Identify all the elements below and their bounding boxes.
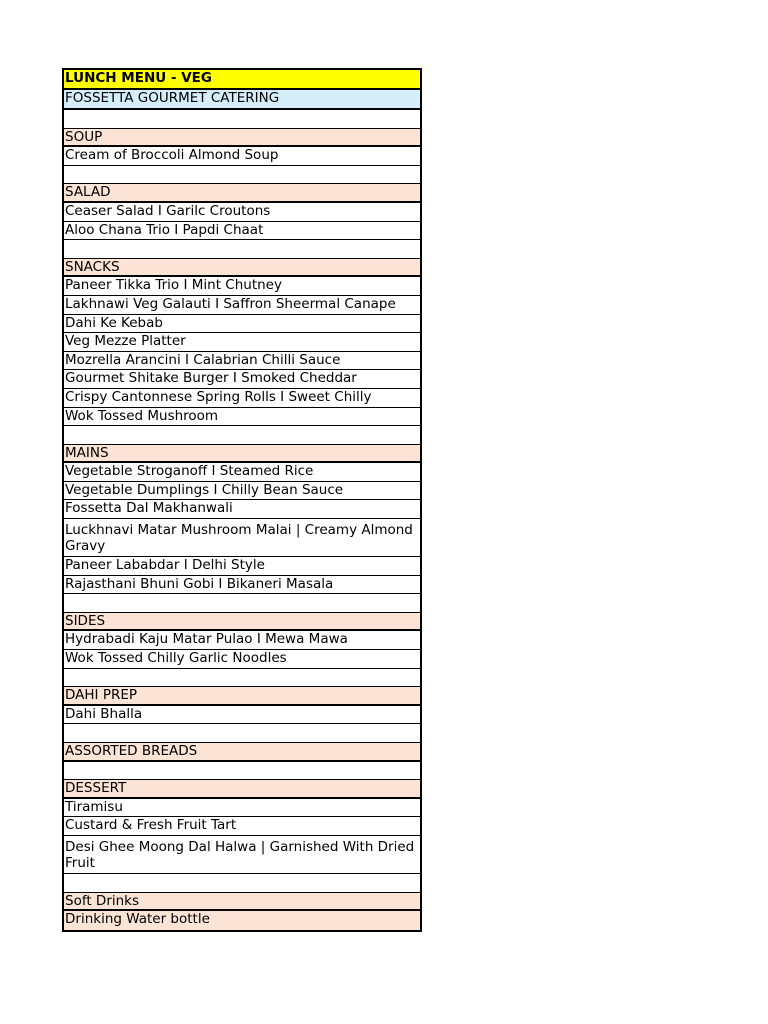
section-header: DESSERT — [64, 780, 420, 799]
menu-item: Custard & Fresh Fruit Tart — [64, 817, 420, 836]
section-header: SNACKS — [64, 259, 420, 278]
section-header: SOUP — [64, 129, 420, 148]
blank-row — [64, 594, 420, 613]
menu-item: Aloo Chana Trio I Papdi Chaat — [64, 222, 420, 241]
menu-item: Paneer Tikka Trio I Mint Chutney — [64, 277, 420, 296]
section-header: ASSORTED BREADS — [64, 743, 420, 762]
caterer-name: FOSSETTA GOURMET CATERING — [64, 90, 420, 110]
menu-item: Ceaser Salad I Garilc Croutons — [64, 203, 420, 222]
menu-item: Wok Tossed Chilly Garlic Noodles — [64, 650, 420, 669]
menu-item: Luckhnavi Matar Mushroom Malai | Creamy Almond Gravy — [64, 519, 420, 557]
menu-item: Gourmet Shitake Burger I Smoked Cheddar — [64, 370, 420, 389]
menu-item: Cream of Broccoli Almond Soup — [64, 147, 420, 166]
section-header: SIDES — [64, 613, 420, 632]
section-header: Soft Drinks — [64, 893, 420, 912]
menu-item: Hydrabadi Kaju Matar Pulao I Mewa Mawa — [64, 631, 420, 650]
section-header: DAHI PREP — [64, 687, 420, 706]
menu-item: Dahi Bhalla — [64, 706, 420, 725]
menu-item: Wok Tossed Mushroom — [64, 408, 420, 427]
blank-row — [64, 874, 420, 893]
blank-row — [64, 762, 420, 781]
section-header: MAINS — [64, 445, 420, 464]
menu-item: Tiramisu — [64, 799, 420, 818]
blank-row — [64, 669, 420, 688]
menu-item: Lakhnawi Veg Galauti I Saffron Sheermal Canape — [64, 296, 420, 315]
menu-item: Rajasthani Bhuni Gobi I Bikaneri Masala — [64, 576, 420, 595]
menu-item: Vegetable Dumplings I Chilly Bean Sauce — [64, 482, 420, 501]
menu-item: Veg Mezze Platter — [64, 333, 420, 352]
blank-row — [64, 724, 420, 743]
menu-table — [62, 68, 422, 932]
section-header: Drinking Water bottle — [64, 911, 420, 930]
menu-item: Fossetta Dal Makhanwali — [64, 500, 420, 519]
menu-title: LUNCH MENU - VEG — [64, 70, 420, 90]
menu-item: Vegetable Stroganoff I Steamed Rice — [64, 463, 420, 482]
blank-row — [64, 110, 420, 129]
blank-row — [64, 240, 420, 259]
menu-item: Mozrella Arancini I Calabrian Chilli Sauce — [64, 352, 420, 371]
menu-item: Crispy Cantonnese Spring Rolls I Sweet Chilly — [64, 389, 420, 408]
menu-item: Dahi Ke Kebab — [64, 315, 420, 334]
menu-item: Desi Ghee Moong Dal Halwa | Garnished With Dried Fruit — [64, 836, 420, 874]
blank-row — [64, 426, 420, 445]
menu-item: Paneer Lababdar I Delhi Style — [64, 557, 420, 576]
section-header: SALAD — [64, 184, 420, 203]
blank-row — [64, 166, 420, 185]
